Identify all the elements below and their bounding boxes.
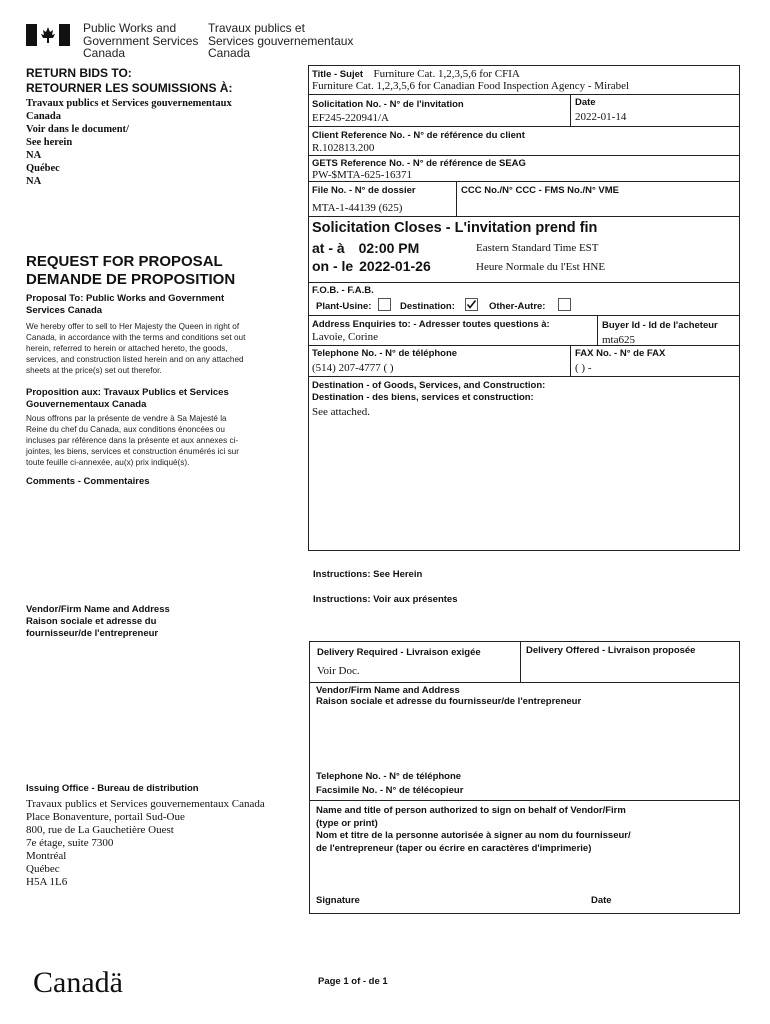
- vendor-left-line: Raison sociale et adresse du: [26, 616, 157, 627]
- at-label: at - à: [312, 240, 345, 256]
- proposal-body-fr: Nous offrons par la présente de vendre à Sa Majesté la Reine du chef du Canada, aux conditions énoncées ou incluses par référence dans la présente et aux annexes ci-jointes, les biens, services et construction énumérés ici sur toute feuille ci-annexée, au(x) prix indiqué(s).: [26, 414, 239, 467]
- proposal-to-en: Proposal To: Public Works and Government Services Canada: [26, 293, 225, 316]
- vendor-facsimile-label: Facsimile No. - N° de télécopieur: [316, 785, 464, 796]
- return-bids-title: [26, 66, 232, 96]
- delivery-offered-label: Delivery Offered - Livraison proposée: [526, 645, 696, 656]
- signer-label-line: Nom et titre de la personne autorisée à signer au nom du fournisseur/: [316, 830, 631, 841]
- signer-label-line: de l'entrepreneur (taper ou écrire en caractères d'imprimerie): [316, 842, 592, 854]
- authorized-signer-input[interactable]: [316, 858, 734, 888]
- fob-label: F.O.B. - F.A.B.: [312, 285, 374, 296]
- page-number: Page 1 of - de 1: [318, 976, 388, 987]
- closes-on: [312, 258, 431, 274]
- destination-goods-label: [312, 380, 545, 403]
- issuing-line: Travaux publics et Services gouvernementaux Canada: [26, 798, 265, 810]
- closes-at: [312, 240, 419, 256]
- date-value: 2022-01-14: [575, 111, 627, 123]
- signature-label: Signature: [316, 895, 360, 906]
- request-title-fr: DEMANDE DE PROPOSITION: [26, 271, 236, 288]
- dept-fr-line: Travaux publics et: [208, 21, 305, 35]
- gets-label: GETS Reference No. - N° de référence de SEAG: [312, 158, 526, 169]
- title-field: [312, 67, 737, 92]
- dept-en-line: Government Services: [83, 33, 199, 48]
- canada-wordmark: Canadä: [33, 966, 123, 999]
- file-value: MTA-1-44139 (625): [312, 202, 403, 214]
- dept-en-line: Public Works and: [83, 21, 177, 35]
- timezone-en: Eastern Standard Time EST: [476, 242, 599, 254]
- issuing-line: H5A 1L6: [26, 876, 68, 888]
- dept-fr-line: Services gouvernementaux: [208, 33, 354, 48]
- instructions-en: Instructions: See Herein: [313, 569, 423, 580]
- proposal-body-en: We hereby offer to sell to Her Majesty the Queen in right of Canada, in accordance with the terms and conditions set out herein, referred to herein or attached hereto, the goods, services, and construction listed herein and on any attached sheets at the price(s) set out therefor.: [26, 322, 246, 375]
- return-bids-line: Québec: [26, 163, 60, 174]
- telephone-label: Telephone No. - N° de téléphone: [312, 348, 458, 359]
- canada-flag-icon: [26, 24, 70, 46]
- issuing-line: Place Bonaventure, portail Sud-Oue: [26, 811, 185, 823]
- issuing-office-address: [26, 798, 265, 889]
- delivery-required-value: Voir Doc.: [317, 665, 360, 677]
- title-value: Furniture Cat. 1,2,3,5,6 for CFIA: [373, 68, 520, 80]
- fax-label: FAX No. - N° de FAX: [575, 348, 666, 359]
- timezone-fr: Heure Normale du l'Est HNE: [476, 261, 606, 273]
- vendor-telephone-label: Telephone No. - N° de téléphone: [316, 771, 462, 782]
- request-title-en: REQUEST FOR PROPOSAL: [26, 253, 223, 270]
- delivery-required-label: Delivery Required - Livraison exigée: [317, 647, 481, 658]
- file-label: File No. - N° de dossier: [312, 185, 416, 196]
- vendor-left-label: [26, 604, 170, 640]
- return-bids-line: See herein: [26, 137, 73, 148]
- return-bids-title-en: RETURN BIDS TO:: [26, 66, 132, 80]
- address-enquiries-label: Address Enquiries to: - Adresser toutes questions à:: [312, 319, 550, 330]
- vendor-left-line: Vendor/Firm Name and Address: [26, 604, 170, 615]
- title-label: Title - Sujet: [312, 69, 364, 80]
- return-bids-line: Travaux publics et Services gouvernementaux: [26, 98, 232, 109]
- telephone-value: (514) 207-4777 ( ): [312, 362, 394, 374]
- on-label: on - le: [312, 258, 354, 274]
- solicitation-value: EF245-220941/A: [312, 112, 389, 124]
- ccc-label: CCC No./N° CCC - FMS No./N° VME: [461, 185, 620, 196]
- solicitation-label: Solicitation No. - N° de l'invitation: [312, 99, 464, 110]
- issuing-line: 7e étage, suite 7300: [26, 837, 114, 849]
- other-checkbox[interactable]: [558, 298, 571, 311]
- buyer-id-label: Buyer Id - Id de l'acheteur: [602, 320, 718, 331]
- client-ref-label: Client Reference No. - N° de référence du client: [312, 130, 525, 141]
- return-bids-line: NA: [26, 176, 42, 187]
- destination-label-en: Destination - of Goods, Services, and Construction:: [312, 380, 546, 391]
- department-name-en: [83, 22, 198, 60]
- vendor-left-line: fournisseur/de l'entrepreneur: [26, 628, 159, 639]
- vendor-phone-label: [316, 771, 463, 796]
- closes-title: Solicitation Closes - L'invitation prend fin: [312, 220, 598, 236]
- destination-checkbox-label: Destination:: [400, 301, 455, 312]
- destination-label-fr: Destination - des biens, services et construction:: [312, 392, 534, 403]
- other-label: Other-Autre:: [489, 301, 546, 312]
- client-ref-value: R.102813.200: [312, 142, 375, 154]
- issuing-line: Québec: [26, 863, 60, 875]
- vendor-firm-label-en: Vendor/Firm Name and Address: [316, 685, 460, 696]
- signer-label-line: (type or print): [316, 817, 378, 829]
- vendor-firm-label-fr: Raison sociale et adresse du fournisseur/de l'entrepreneur: [316, 696, 582, 707]
- title-value-full: Furniture Cat. 1,2,3,5,6 for Canadian Food Inspection Agency - Mirabel: [312, 80, 630, 92]
- return-bids-title-fr: RETOURNER LES SOUMISSIONS À:: [26, 81, 233, 95]
- canada-flag-logo: [26, 24, 70, 46]
- destination-checkbox[interactable]: [465, 298, 478, 311]
- request-title: [26, 253, 235, 289]
- fax-value: ( ) -: [575, 362, 592, 374]
- dept-fr-line: Canada: [208, 46, 251, 60]
- destination-value: See attached.: [312, 406, 371, 418]
- plant-checkbox[interactable]: [378, 298, 391, 311]
- authorized-signer-label: [316, 805, 631, 855]
- proposal-to-fr: Proposition aux: Travaux Publics et Services Gouvernementaux Canada: [26, 387, 229, 410]
- address-enquiries-value: Lavoie, Corine: [312, 331, 378, 343]
- closing-time: 02:00 PM: [358, 240, 420, 256]
- comments-label: Comments - Commentaires: [26, 476, 150, 487]
- vendor-firm-input[interactable]: [316, 712, 734, 768]
- plant-label: Plant-Usine:: [316, 301, 372, 312]
- vendor-firm-label: [316, 685, 581, 707]
- issuing-line: 800, rue de La Gauchetière Ouest: [26, 824, 174, 836]
- issuing-line: Montréal: [26, 850, 67, 862]
- closing-date: 2022-01-26: [359, 258, 431, 274]
- checkmark-icon: [465, 298, 478, 311]
- signature-date-label: Date: [591, 895, 612, 906]
- issuing-office-title: Issuing Office - Bureau de distribution: [26, 783, 199, 794]
- buyer-id-value: mta625: [602, 334, 635, 346]
- return-bids-address: [26, 97, 232, 188]
- dept-en-line: Canada: [83, 46, 126, 60]
- return-bids-line: NA: [26, 150, 42, 161]
- date-label: Date: [575, 97, 596, 108]
- department-name-fr: [208, 22, 353, 60]
- instructions-fr: Instructions: Voir aux présentes: [313, 594, 458, 605]
- signer-label-line: Name and title of person authorized to sign on behalf of Vendor/Firm: [316, 805, 626, 816]
- gets-value: PW-$MTA-625-16371: [312, 169, 412, 181]
- return-bids-line: Voir dans le document/: [26, 124, 129, 135]
- return-bids-line: Canada: [26, 111, 62, 122]
